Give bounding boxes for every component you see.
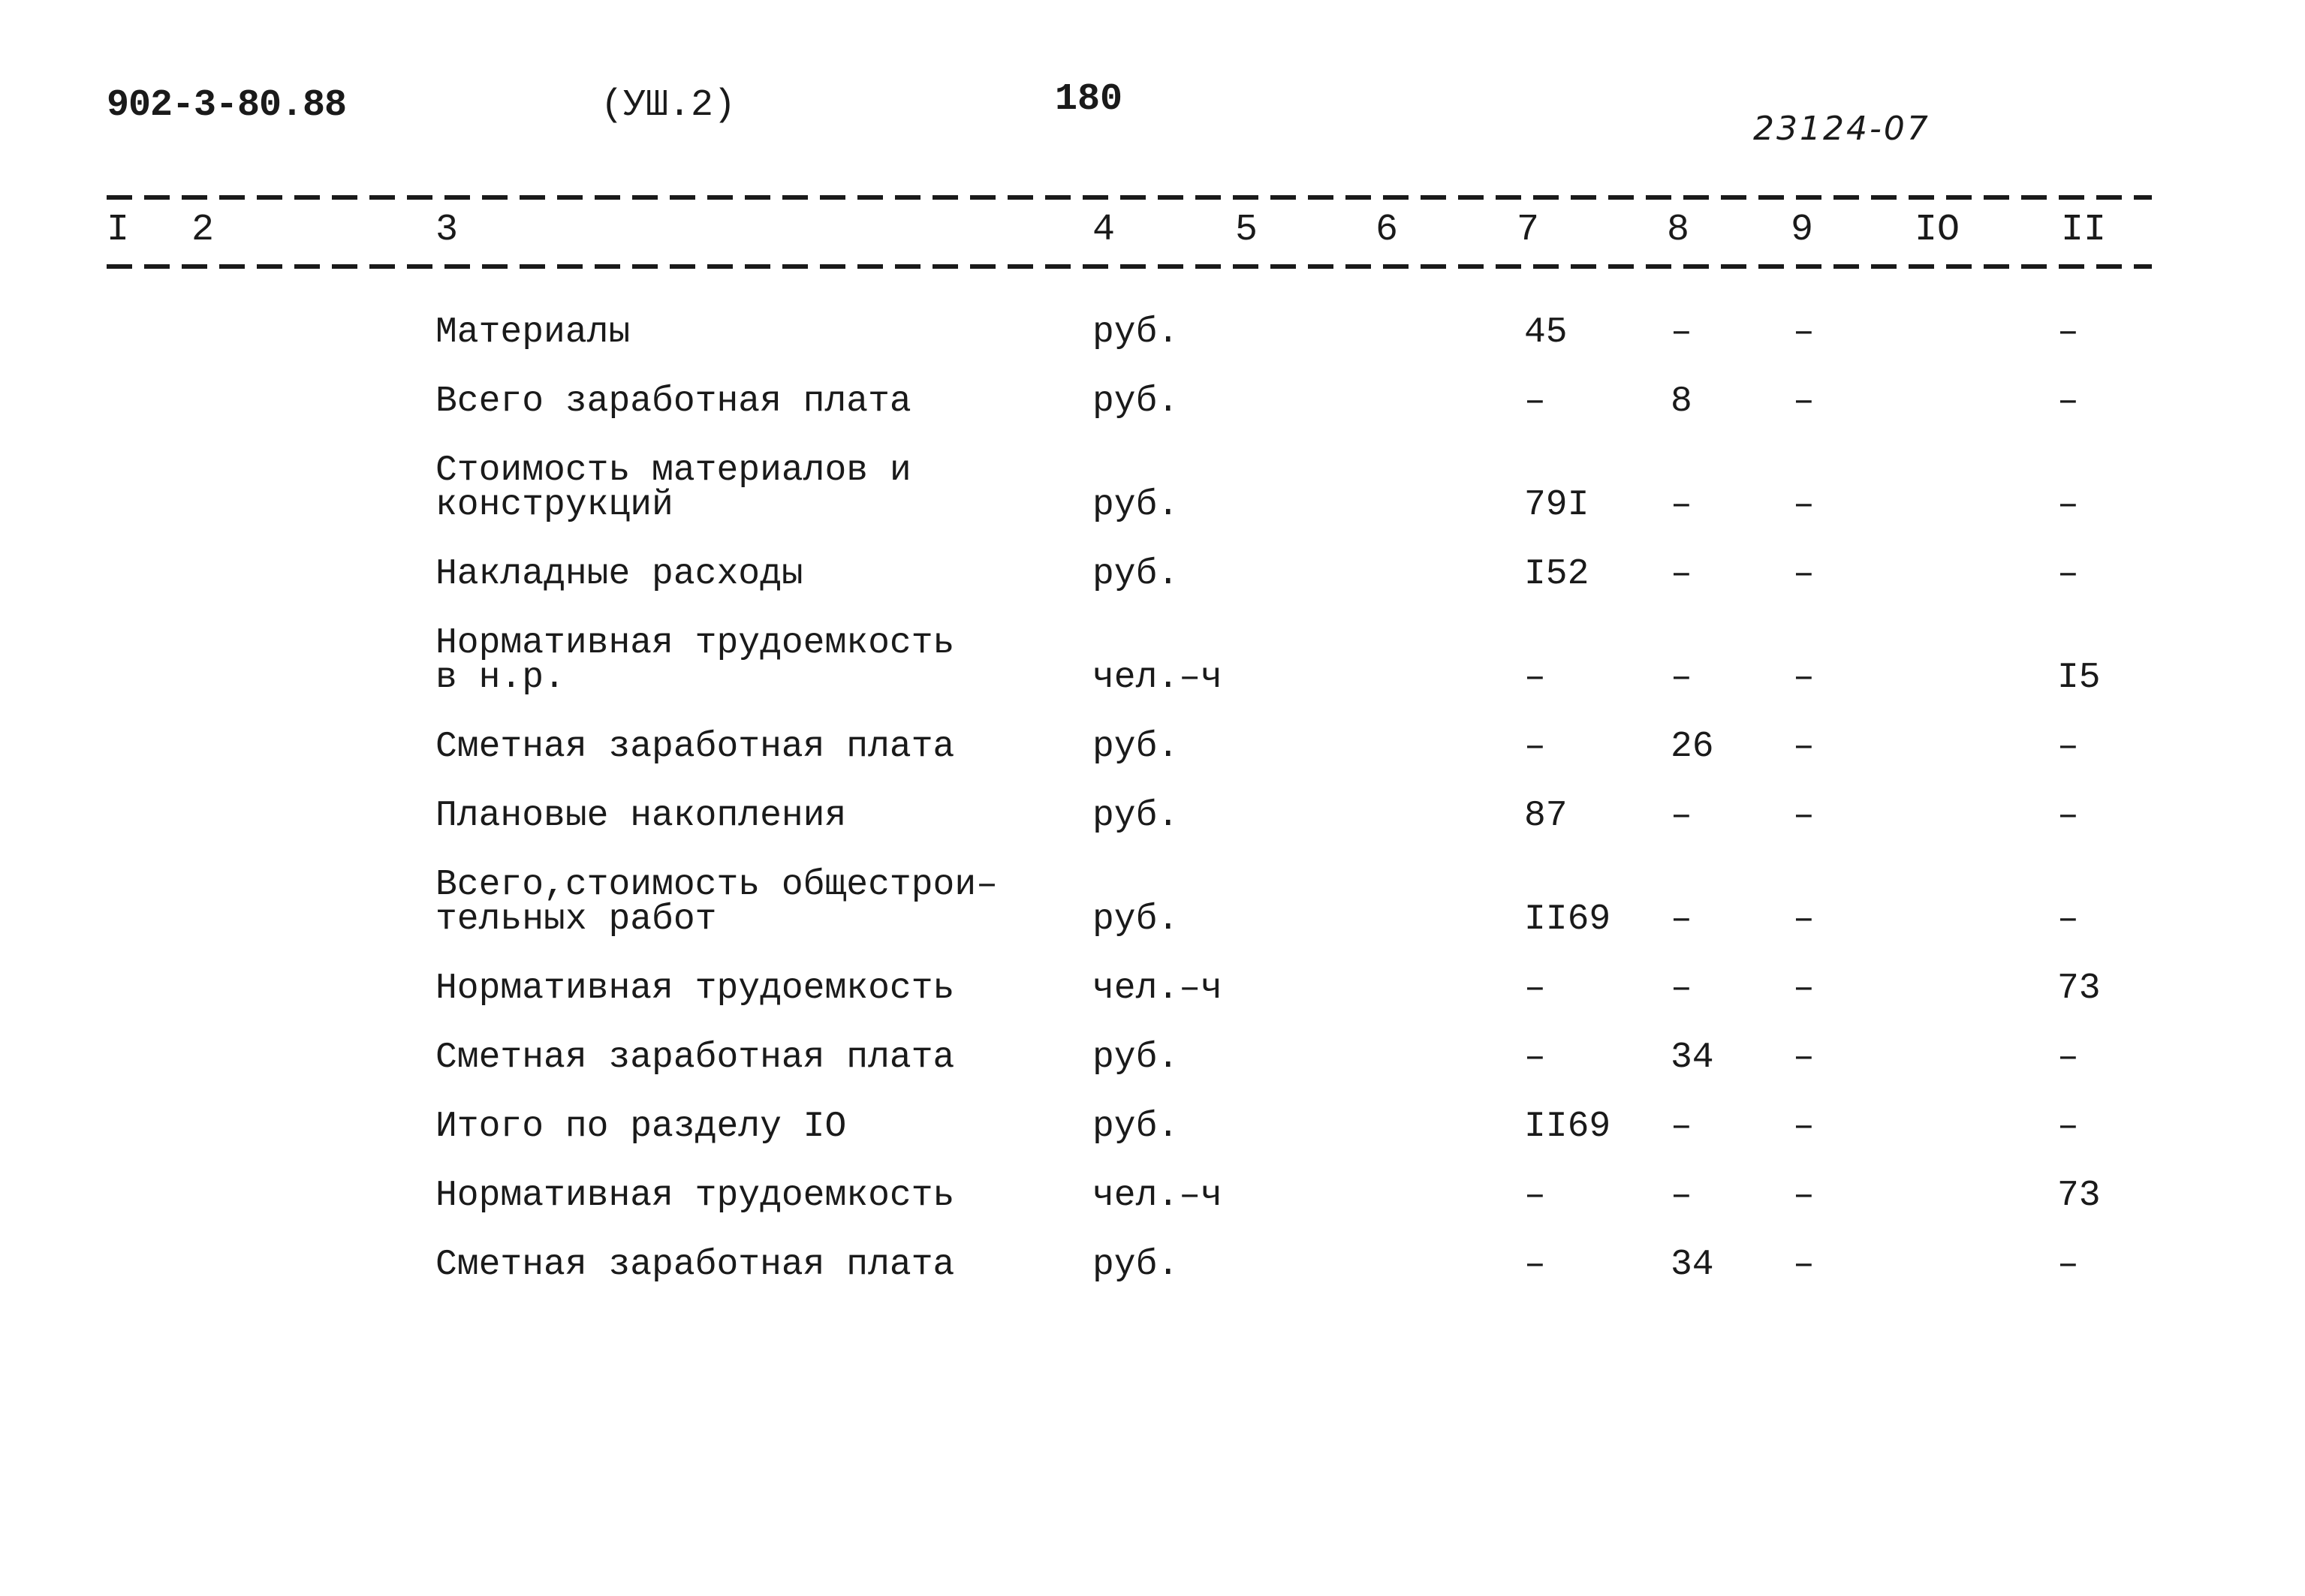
row-name: Сметная заработная плата bbox=[435, 727, 955, 767]
col7-value: – bbox=[1524, 1037, 1546, 1078]
unit: руб. bbox=[1092, 485, 1180, 525]
col8-value: 34 bbox=[1671, 1037, 1714, 1078]
unit: руб. bbox=[1092, 381, 1180, 422]
page-number: 180 bbox=[1055, 78, 1123, 121]
col8-value: 34 bbox=[1671, 1245, 1714, 1285]
inventory-number: 23124-07 bbox=[1753, 110, 1930, 148]
col8-value: – bbox=[1671, 554, 1692, 595]
row-name: Итого по разделу IO bbox=[435, 1107, 847, 1147]
document-code: 902-3-80.88 bbox=[107, 84, 347, 127]
bottom-dashed-rule bbox=[107, 264, 2152, 269]
col9-value: – bbox=[1793, 968, 1815, 1009]
col11-value: – bbox=[2057, 1107, 2079, 1147]
col8-value: 8 bbox=[1671, 381, 1692, 422]
unit: чел.–ч bbox=[1092, 658, 1222, 698]
row-name: Накладные расходы bbox=[435, 554, 803, 595]
unit: руб. bbox=[1092, 899, 1180, 940]
col9-value: – bbox=[1793, 899, 1815, 940]
row-name: Нормативная трудоемкость bbox=[435, 1176, 955, 1216]
col9-value: – bbox=[1793, 727, 1815, 767]
col7-value: 87 bbox=[1524, 796, 1568, 836]
row-name: Стоимость материалов и конструкций bbox=[435, 450, 911, 525]
col7-value: I52 bbox=[1524, 554, 1589, 595]
col11-value: 73 bbox=[2057, 1176, 2101, 1216]
col8-value: – bbox=[1671, 1176, 1692, 1216]
row-name: Сметная заработная плата bbox=[435, 1245, 955, 1285]
col7-value: – bbox=[1524, 1176, 1546, 1216]
column-number: 9 bbox=[1791, 209, 1814, 251]
row-name: Нормативная трудоемкость bbox=[435, 968, 955, 1009]
col8-value: – bbox=[1671, 1107, 1692, 1147]
col8-value: – bbox=[1671, 796, 1692, 836]
col11-value: – bbox=[2057, 554, 2079, 595]
col8-value: – bbox=[1671, 899, 1692, 940]
col8-value: – bbox=[1671, 968, 1692, 1009]
col11-value: 73 bbox=[2057, 968, 2101, 1009]
col7-value: – bbox=[1524, 968, 1546, 1009]
col7-value: – bbox=[1524, 727, 1546, 767]
column-number: 4 bbox=[1092, 209, 1116, 251]
row-name: Нормативная трудоемкость в н.р. bbox=[435, 623, 955, 698]
top-dashed-rule bbox=[107, 195, 2152, 200]
col11-value: – bbox=[2057, 899, 2079, 940]
unit: чел.–ч bbox=[1092, 1176, 1222, 1216]
column-number: IO bbox=[1915, 209, 1960, 251]
col11-value: – bbox=[2057, 381, 2079, 422]
col9-value: – bbox=[1793, 658, 1815, 698]
col11-value: – bbox=[2057, 727, 2079, 767]
row-name: Сметная заработная плата bbox=[435, 1037, 955, 1078]
col9-value: – bbox=[1793, 485, 1815, 525]
column-number: II bbox=[2061, 209, 2107, 251]
unit: руб. bbox=[1092, 312, 1180, 353]
col8-value: – bbox=[1671, 658, 1692, 698]
unit: руб. bbox=[1092, 796, 1180, 836]
column-number: 6 bbox=[1375, 209, 1399, 251]
row-name: Материалы bbox=[435, 312, 631, 353]
unit: чел.–ч bbox=[1092, 968, 1222, 1009]
col7-value: – bbox=[1524, 1245, 1546, 1285]
col7-value: II69 bbox=[1524, 1107, 1611, 1147]
col8-value: – bbox=[1671, 312, 1692, 353]
unit: руб. bbox=[1092, 554, 1180, 595]
col9-value: – bbox=[1793, 554, 1815, 595]
col7-value: 79I bbox=[1524, 485, 1589, 525]
unit: руб. bbox=[1092, 1037, 1180, 1078]
column-number: I bbox=[107, 209, 130, 251]
col7-value: II69 bbox=[1524, 899, 1611, 940]
col11-value: – bbox=[2057, 312, 2079, 353]
column-number: 8 bbox=[1667, 209, 1690, 251]
column-number: 2 bbox=[191, 209, 215, 251]
unit: руб. bbox=[1092, 1107, 1180, 1147]
col11-value: – bbox=[2057, 1245, 2079, 1285]
col9-value: – bbox=[1793, 1245, 1815, 1285]
row-name: Всего,стоимость общестрои– тельных работ bbox=[435, 865, 998, 940]
col11-value: – bbox=[2057, 1037, 2079, 1078]
row-name: Плановые накопления bbox=[435, 796, 847, 836]
col9-value: – bbox=[1793, 1176, 1815, 1216]
column-number: 3 bbox=[435, 209, 459, 251]
column-number: 5 bbox=[1235, 209, 1258, 251]
unit: руб. bbox=[1092, 1245, 1180, 1285]
col11-value: – bbox=[2057, 485, 2079, 525]
col7-value: – bbox=[1524, 381, 1546, 422]
row-name: Всего заработная плата bbox=[435, 381, 911, 422]
col9-value: – bbox=[1793, 796, 1815, 836]
section-reference: (УШ.2) bbox=[601, 84, 737, 127]
col9-value: – bbox=[1793, 312, 1815, 353]
col8-value: 26 bbox=[1671, 727, 1714, 767]
col7-value: – bbox=[1524, 658, 1546, 698]
col9-value: – bbox=[1793, 381, 1815, 422]
col9-value: – bbox=[1793, 1037, 1815, 1078]
column-number: 7 bbox=[1517, 209, 1540, 251]
col8-value: – bbox=[1671, 485, 1692, 525]
col11-value: I5 bbox=[2057, 658, 2101, 698]
col9-value: – bbox=[1793, 1107, 1815, 1147]
col11-value: – bbox=[2057, 796, 2079, 836]
unit: руб. bbox=[1092, 727, 1180, 767]
col7-value: 45 bbox=[1524, 312, 1568, 353]
